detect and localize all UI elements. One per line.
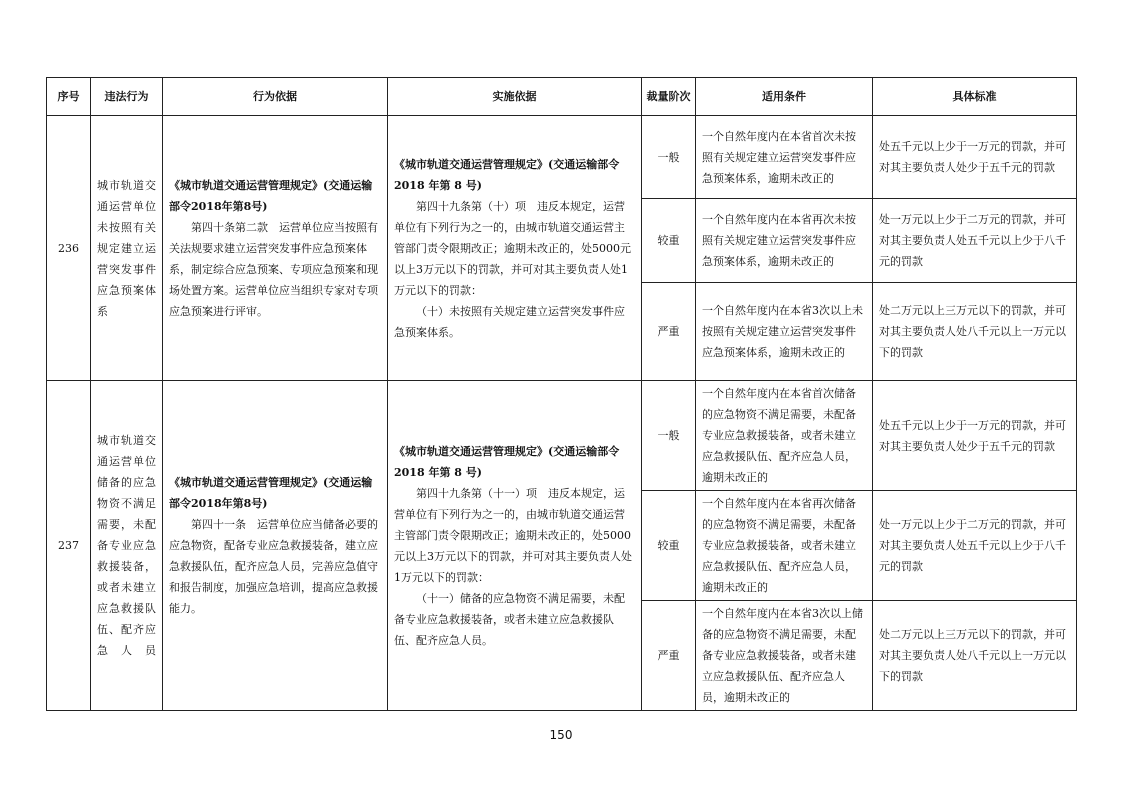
standard-cell: 处二万元以上三万元以下的罚款，并可对其主要负责人处八千元以上一万元以下的罚款 [873,601,1077,711]
table-row [47,116,1077,199]
basis-cell [163,116,388,381]
header-basis: 行为依据 [163,78,388,116]
header-impl: 实施依据 [388,78,642,116]
basis-cell [163,381,388,711]
condition-cell: 一个自然年度内在本省3次以上未按照有关规定建立运营突发事件应急预案体系，逾期未改正的 [696,283,873,381]
table-row [47,381,1077,491]
condition-cell: 一个自然年度内在本省再次未按照有关规定建立运营突发事件应急预案体系，逾期未改正的 [696,199,873,283]
condition-cell: 一个自然年度内在本省首次未按照有关规定建立运营突发事件应急预案体系，逾期未改正的 [696,116,873,199]
page-number: 150 [549,728,573,742]
header-num: 序号 [47,78,91,116]
condition-cell: 一个自然年度内在本省再次储备的应急物资不满足需要，未配备专业应急救援装备，或者未建立应急救援队伍、配齐应急人员，逾期未改正的 [696,491,873,601]
impl-law: 《城市轨道交通运营管理规定》(交通运输部令 2018 年第 8 号) [394,444,620,479]
basis-law: 《城市轨道交通运营管理规定》(交通运输部令2018年第8号) [169,476,373,510]
basis-law: 《城市轨道交通运营管理规定》(交通运输部令2018年第8号) [169,178,373,213]
header-cond: 适用条件 [696,78,873,116]
impl-text-2: （十）未按照有关规定建立运营突发事件应急预案体系。 [394,304,625,339]
level-cell: 较重 [642,199,696,283]
standard-cell: 处五千元以上少于一万元的罚款，并可对其主要负责人处少于五千元的罚款 [873,116,1077,199]
condition-cell: 一个自然年度内在本省首次储备的应急物资不满足需要，未配备专业应急救援装备，或者未建立应急救援队伍、配齐应急人员，逾期未改正的 [696,381,873,491]
impl-text-1: 第四十九条第（十一）项 违反本规定，运营单位有下列行为之一的，由城市轨道交通运营主管部门责令限期改正；逾期未改正的，处5000元以上3万元以下的罚款，并可对其主要负责人处1万元以下的罚款： [394,486,632,584]
level-cell: 严重 [642,601,696,711]
standard-cell: 处二万元以上三万元以下的罚款，并可对其主要负责人处八千元以上一万元以下的罚款 [873,283,1077,381]
row-number: 237 [47,381,91,711]
standard-cell: 处一万元以上少于二万元的罚款，并可对其主要负责人处五千元以上少于八千元的罚款 [873,491,1077,601]
impl-cell [388,116,642,381]
impl-cell [388,381,642,711]
header-row [47,78,1077,116]
violation-cell: 城市轨道交通运营单位储备的应急物资不满足需要，未配备专业应急救援装备，或者未建立应急救援队伍、配齐应急人员 [91,381,163,711]
row-number: 236 [47,116,91,381]
basis-text: 第四十一条 运营单位应当储备必要的应急物资，配备专业应急救援装备，建立应急救援队伍，配齐应急人员，完善应急值守和报告制度，加强应急培训，提高应急救援能力。 [169,518,378,615]
level-cell: 一般 [642,381,696,491]
header-level: 裁量阶次 [642,78,696,116]
penalty-table [46,77,1077,711]
impl-text-2: （十一）储备的应急物资不满足需要，未配备专业应急救援装备，或者未建立应急救援队伍、配齐应急人员。 [394,591,625,647]
level-cell: 较重 [642,491,696,601]
basis-text: 第四十条第二款 运营单位应当按照有关法规要求建立运营突发事件应急预案体系，制定综合应急预案、专项应急预案和现场处置方案。运营单位应当组织专家对专项应急预案进行评审。 [169,220,378,318]
impl-law: 《城市轨道交通运营管理规定》(交通运输部令 2018 年第 8 号) [394,157,620,192]
standard-cell: 处五千元以上少于一万元的罚款，并可对其主要负责人处少于五千元的罚款 [873,381,1077,491]
level-cell: 一般 [642,116,696,199]
violation-cell: 城市轨道交通运营单位未按照有关规定建立运营突发事件应急预案体系 [91,116,163,381]
header-act: 违法行为 [91,78,163,116]
condition-cell: 一个自然年度内在本省3次以上储备的应急物资不满足需要，未配备专业应急救援装备，或者未建立应急救援队伍、配齐应急人员，逾期未改正的 [696,601,873,711]
standard-cell: 处一万元以上少于二万元的罚款，并可对其主要负责人处五千元以上少于八千元的罚款 [873,199,1077,283]
level-cell: 严重 [642,283,696,381]
header-std: 具体标准 [873,78,1077,116]
impl-text-1: 第四十九条第（十）项 违反本规定，运营单位有下列行为之一的，由城市轨道交通运营主管部门责令限期改正；逾期未改正的，处5000元以上3万元以下的罚款，并可对其主要负责人处1万元以下的罚款： [394,199,631,297]
